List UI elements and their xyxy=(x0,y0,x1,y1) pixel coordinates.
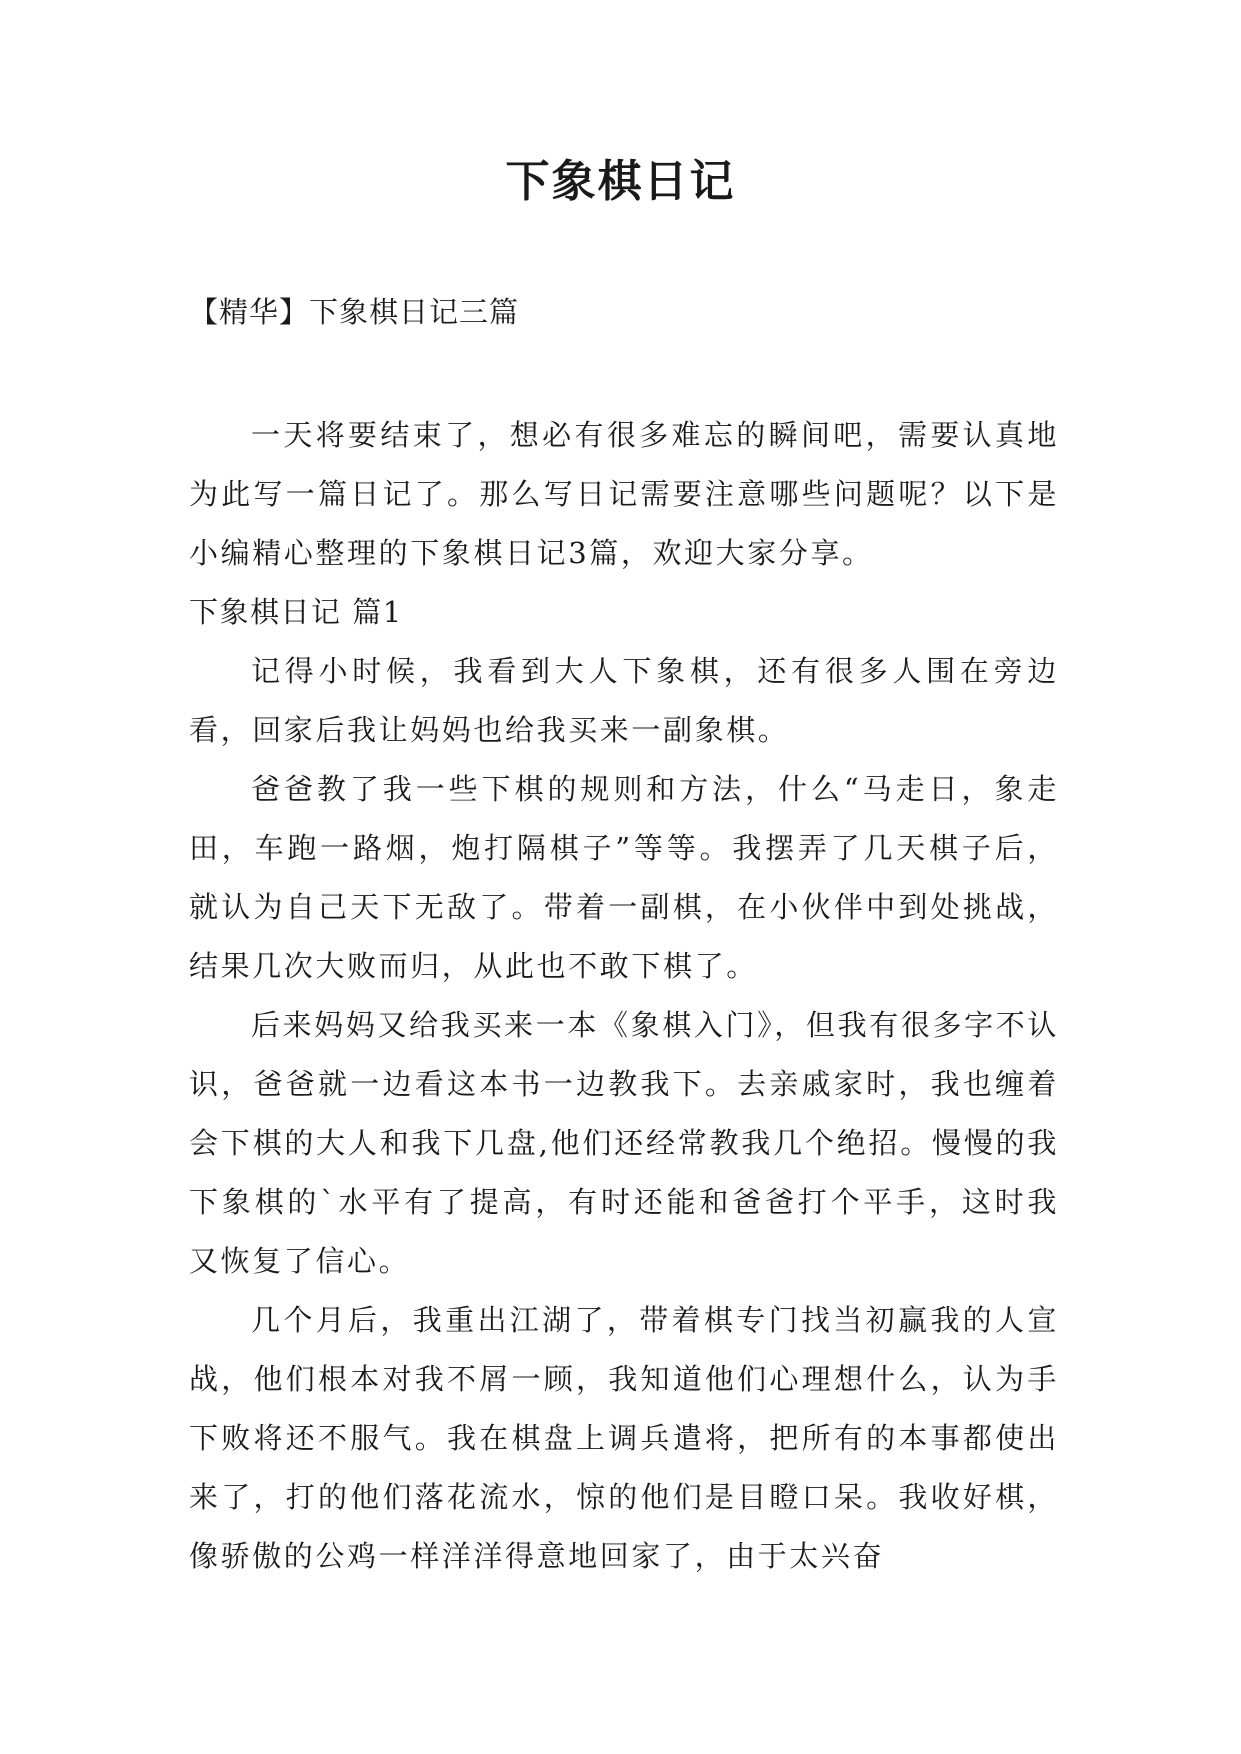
body-paragraph: 爸爸教了我一些下棋的规则和方法，什么“马走日，象走田，车跑一路烟，炮打隔棋子”等等。我摆弄了几天棋子后，就认为自己天下无敌了。带着一副棋，在小伙伴中到处挑战，结果几次大败而归，从此也不敢下棋了。 xyxy=(189,772,1059,983)
intro-paragraph: 一天将要结束了，想必有很多难忘的瞬间吧，需要认真地为此写一篇日记了。那么写日记需要注意哪些问题呢？以下是小编精心整理的下象棋日记3篇，欢迎大家分享。 xyxy=(189,418,1059,570)
body-paragraph: 几个月后，我重出江湖了，带着棋专门找当初赢我的人宣战，他们根本对我不屑一顾，我知道他们心理想什么，认为手下败将还不服气。我在棋盘上调兵遣将，把所有的本事都使出来了，打的他们落花流水，惊的他们是目瞪口呆。我收好棋，像骄傲的公鸡一样洋洋得意地回家了，由于太兴奋 xyxy=(189,1303,1059,1573)
document-title: 下象棋日记 xyxy=(505,156,736,207)
body-paragraph: 后来妈妈又给我买来一本《象棋入门》，但我有很多字不认识，爸爸就一边看这本书一边教我下。去亲戚家时，我也缠着会下棋的大人和我下几盘,他们还经常教我几个绝招。慢慢的我下象棋的`水平有了提高，有时还能和爸爸打个平手，这时我又恢复了信心。 xyxy=(189,1008,1059,1278)
section-heading: 下象棋日记 篇1 xyxy=(189,595,403,629)
document-subtitle: 【精华】下象棋日记三篇 xyxy=(189,295,520,329)
document-body xyxy=(189,406,1059,1586)
body-paragraph: 记得小时候，我看到大人下象棋，还有很多人围在旁边看，回家后我让妈妈也给我买来一副象棋。 xyxy=(189,654,1059,747)
